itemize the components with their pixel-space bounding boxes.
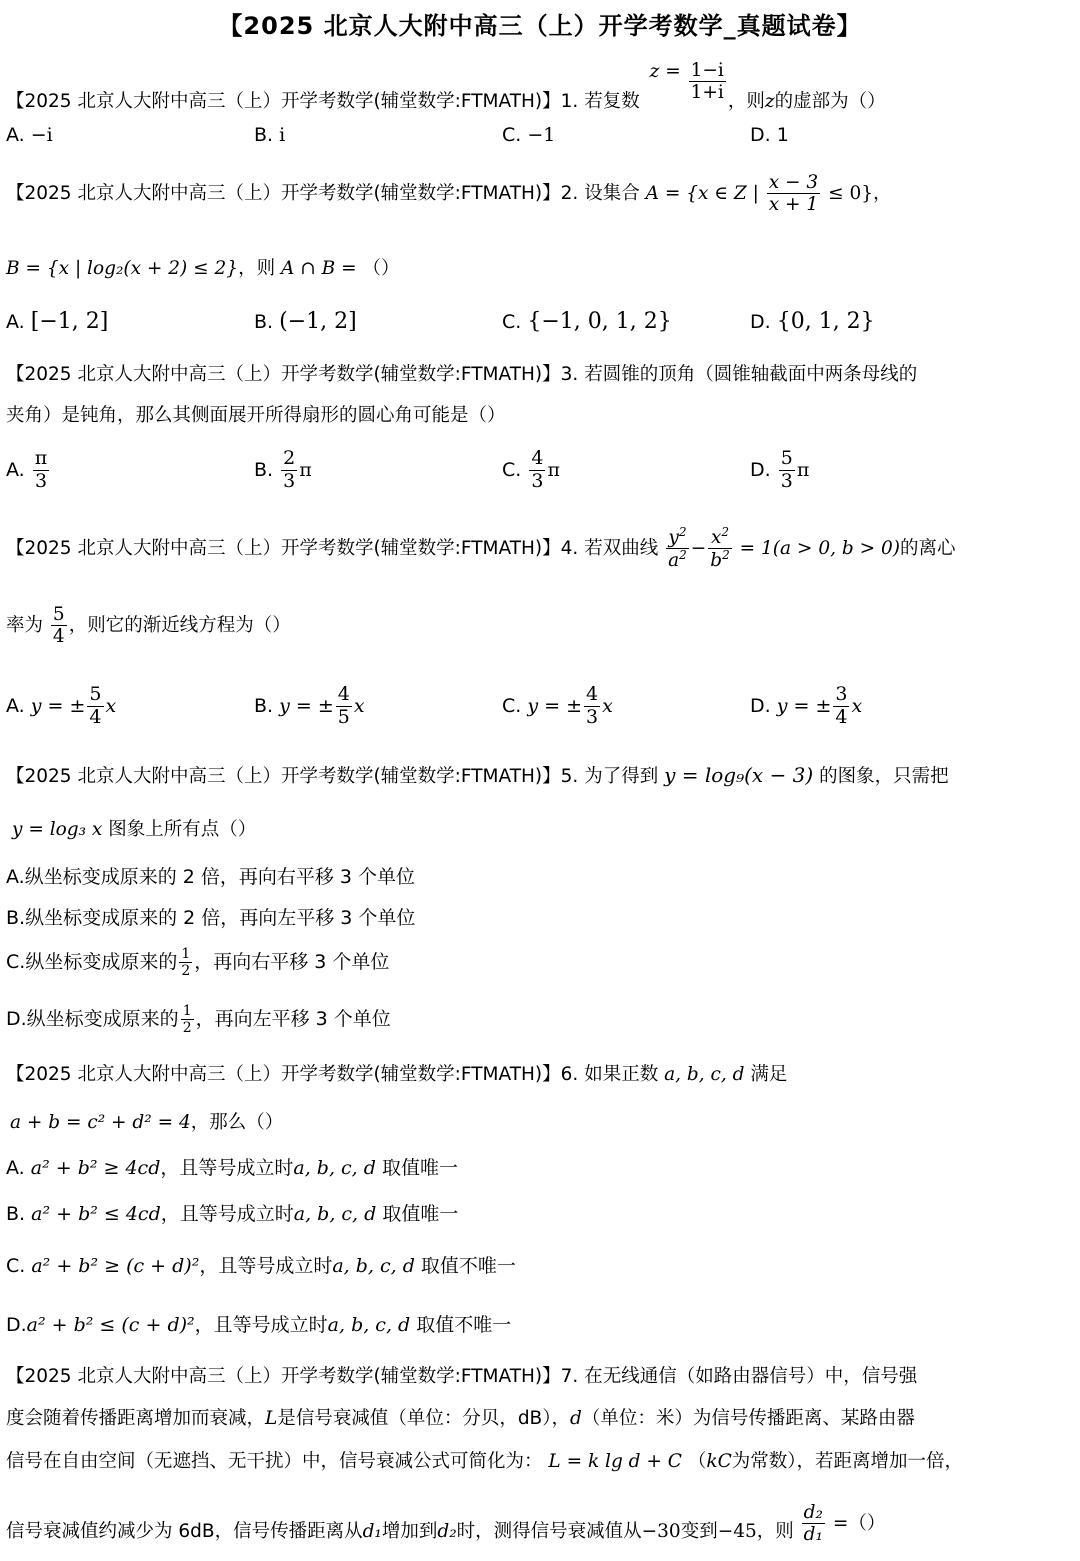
q3-option-a: A. $\frac{\pi}{3}$ — [6, 447, 48, 492]
q1-option-d: D. 1 — [750, 124, 789, 146]
q5-target-function: y = log₉(x − 3) — [664, 763, 814, 787]
q5-option-a: A.纵坐标变成原来的 2 倍，再向右平移 3 个单位 — [6, 866, 416, 888]
q6-option-a: A. a² + b² ≥ 4cd，且等号成立时a, b, c, d 取值唯一 — [6, 1157, 458, 1179]
q1-text: 1. 若复数 — [560, 90, 640, 112]
q1-text-2: ，则 — [727, 90, 765, 112]
q1-z-var: z — [649, 60, 660, 82]
q2-option-d: D. {0, 1, 2} — [750, 309, 875, 334]
q7-var-d1: d₁ — [362, 1520, 382, 1542]
q2-option-c: C. {−1, 0, 1, 2} — [502, 309, 672, 334]
source-tag: 【2025 北京人大附中高三（上）开学考数学(辅堂数学:FTMATH)】 — [6, 1366, 561, 1387]
q4-text-3: 率为 — [6, 614, 44, 636]
q4-text: 4. 若双曲线 — [560, 537, 659, 559]
q1-frac-den: 1+i — [690, 82, 724, 104]
source-tag: 【2025 北京人大附中高三（上）开学考数学(辅堂数学:FTMATH)】 — [6, 364, 561, 385]
q5-text: 5. 为了得到 — [560, 766, 659, 787]
source-tag: 【2025 北京人大附中高三（上）开学考数学(辅堂数学:FTMATH)】 — [6, 537, 561, 559]
question-7-stem — [6, 1362, 1072, 1388]
q1-text-3: 的虚部为（） — [774, 90, 886, 112]
question-3-stem — [6, 360, 1072, 386]
q3-option-b: B. $\frac{2}{3}$ π — [254, 447, 312, 492]
q2-text-3: （） — [362, 258, 400, 279]
source-tag: 【2025 北京人大附中高三（上）开学考数学(辅堂数学:FTMATH)】 — [6, 766, 561, 787]
q5-source-function: y = log₃ x — [12, 819, 103, 840]
question-7-line-3: 信号在自由空间（无遮挡、无干扰）中，信号衰减公式可简化为： L = k lg d + C （kC为常数），若距离增加一倍， — [6, 1451, 963, 1472]
q6-text-2: 满足 — [750, 1064, 788, 1085]
q2-fraction: $\frac{x - 3}{x + 1}$ — [768, 172, 819, 216]
question-4-stem: 【2025 北京人大附中高三（上）开学考数学(辅堂数学:FTMATH)】4. 若双曲线 $\frac{y^2}{a^2}$ − $\frac{x^2}{b^2}$ = 1(a > 0, b > 0)的离心 — [6, 525, 956, 572]
question-2-line-2 — [6, 254, 1072, 280]
source-tag: 【2025 北京人大附中高三（上）开学考数学(辅堂数学:FTMATH)】 — [6, 1064, 561, 1085]
q7-var-d: d — [570, 1408, 582, 1429]
source-tag: 【2025 北京人大附中高三（上）开学考数学(辅堂数学:FTMATH)】 — [6, 182, 561, 204]
q2-intersection: A ∩ B = — [280, 258, 357, 279]
q5-text-2: 的图象，只需把 — [819, 766, 949, 787]
question-3-line-2: 夹角）是钝角，那么其侧面展开所得扇形的圆心角可能是（） — [6, 405, 506, 426]
question-4-line-2 — [6, 604, 1072, 648]
q1-z-var-2: z — [764, 90, 775, 112]
question-5-line-2 — [6, 815, 1072, 841]
q4-option-c: C. y = ± $\frac{4}{3}$ x — [502, 683, 613, 728]
question-7-line-4: 信号衰减值约减少为 6dB，信号传播距离从d₁增加到d₂时，测得信号衰减值从−30变到−45，则 $\frac{\text{d₂}}{\text{d₁}}$ =（） — [6, 1502, 886, 1546]
q4-option-d: D. y = ± $\frac{3}{4}$ x — [750, 683, 863, 728]
q7-text: 7. 在无线通信（如路由器信号）中，信号强 — [560, 1366, 918, 1387]
q2-set-b: B = {x | log₂(x + 2) ≤ 2} — [6, 258, 239, 279]
q5-option-d: D.纵坐标变成原来的 $\frac{1}{2}$ ，再向左平移 3 个单位 — [6, 1003, 391, 1037]
question-1-stem: 【2025 北京人大附中高三（上）开学考数学(辅堂数学:FTMATH)】1. 若复数 z = $\frac{1-i}{1+i}$ ，则z的虚部为（） — [6, 60, 886, 112]
q1-option-b: B. i — [254, 124, 286, 146]
q2-set-a: A = {x ∈ Z | — [645, 182, 759, 204]
page-title: 【2025 北京人大附中高三（上）开学考数学_真题试卷】 — [218, 12, 862, 40]
q2-text: 2. 设集合 — [560, 182, 640, 204]
q6-text-3: ，那么（） — [190, 1112, 284, 1133]
q7-var-L: L — [265, 1408, 278, 1429]
q1-option-a: A. −i — [6, 124, 53, 146]
question-7-line-2: 度会随着传播距离增加而衰减，L是信号衰减值（单位：分贝，dB），d（单位：米）为信号传播距离、某路由器 — [6, 1408, 915, 1429]
q4-option-b: B. y = ± $\frac{4}{5}$ x — [254, 683, 365, 728]
q5-option-b: B.纵坐标变成原来的 2 倍，再向左平移 3 个单位 — [6, 907, 416, 929]
q7-var-d2: d₂ — [437, 1520, 457, 1542]
q6-option-c: C. a² + b² ≥ (c + d)²，且等号成立时a, b, c, d 取值不唯一 — [6, 1255, 516, 1277]
q4-condition: = 1(a > 0, b > 0) — [739, 537, 900, 559]
q1-option-c: C. −1 — [502, 124, 556, 146]
q6-variables: a, b, c, d — [664, 1064, 745, 1085]
q4-frac-x: $\frac{x^2}{b^2}$ — [710, 525, 730, 572]
q6-text: 6. 如果正数 — [560, 1064, 659, 1085]
q7-ratio: $\frac{\text{d₂}}{\text{d₁}}$ — [803, 1502, 823, 1546]
q1-fraction — [689, 60, 726, 104]
q4-eccentricity: $\frac{5}{4}$ — [52, 604, 65, 648]
q3-option-c: C. $\frac{4}{3}$ π — [502, 447, 560, 492]
q2-comma: ， — [873, 182, 892, 204]
q7-value-2: −45 — [717, 1520, 757, 1542]
q4-frac-y: $\frac{y^2}{a^2}$ — [668, 525, 687, 572]
source-tag: 【2025 北京人大附中高三（上）开学考数学(辅堂数学:FTMATH)】 — [6, 90, 561, 112]
q6-option-b: B. a² + b² ≤ 4cd，且等号成立时a, b, c, d 取值唯一 — [6, 1203, 459, 1225]
q7-formula: L = k lg d + C — [548, 1451, 682, 1472]
question-6-stem — [6, 1060, 1072, 1086]
q3-text: 3. 若圆锥的顶角（圆锥轴截面中两条母线的 — [560, 364, 918, 385]
q4-option-a: A. y = ± $\frac{5}{4}$ x — [6, 683, 117, 728]
q6-option-d: D.a² + b² ≤ (c + d)²，且等号成立时a, b, c, d 取值不唯一 — [6, 1314, 512, 1336]
q7-constants: kC — [706, 1451, 732, 1472]
question-5-stem — [6, 762, 1072, 788]
q1-frac-num: 1−i — [690, 60, 724, 81]
question-6-line-2 — [6, 1108, 1072, 1134]
q4-text-2: 的离心 — [899, 537, 956, 559]
q6-condition: a + b = c² + d² = 4 — [10, 1112, 191, 1133]
q5-option-c: C.纵坐标变成原来的 $\frac{1}{2}$ ，再向右平移 3 个单位 — [6, 946, 390, 980]
q3-option-d: D. $\frac{5}{3}$ π — [750, 447, 810, 492]
q5-text-3: 图象上所有点（） — [108, 819, 257, 840]
q2-text-2: ，则 — [238, 258, 276, 279]
q4-text-4: ，则它的渐近线方程为（） — [68, 614, 291, 636]
q2-option-a: A. [−1, 2] — [6, 309, 109, 334]
q2-set-a-end: ≤ 0} — [828, 182, 874, 204]
q2-option-b: B. (−1, 2] — [254, 309, 357, 334]
q7-value-1: −30 — [641, 1520, 681, 1542]
question-2-stem — [6, 172, 1072, 216]
